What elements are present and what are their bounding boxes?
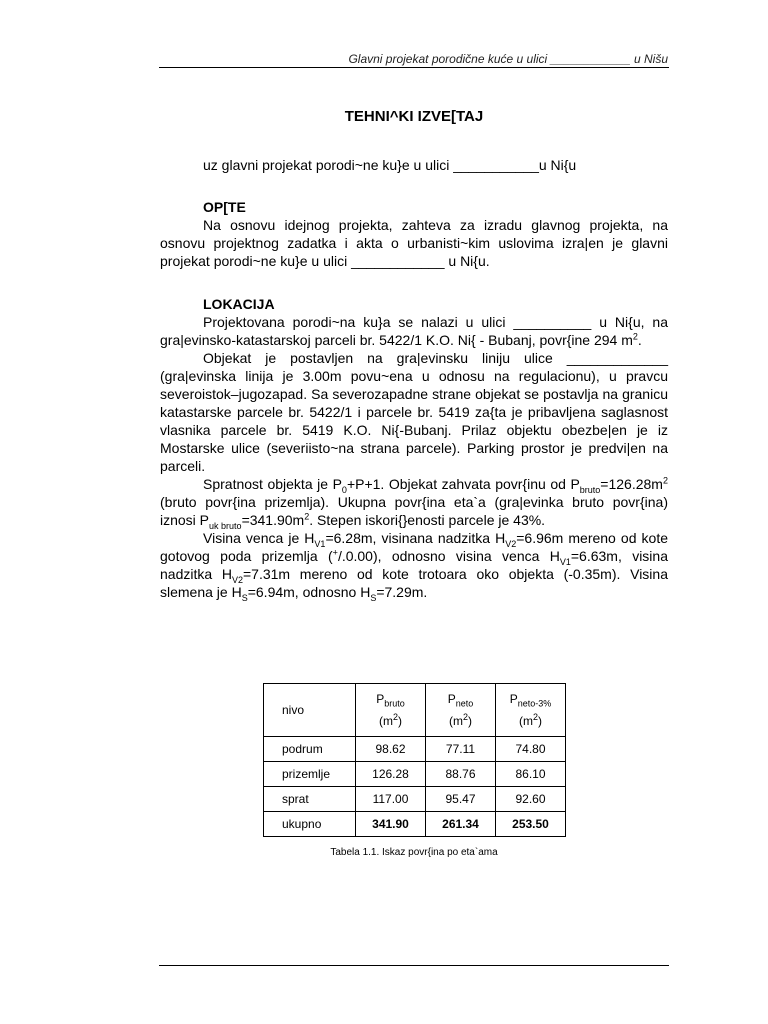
cell-bruto: 341.90 xyxy=(356,812,426,837)
section-heading-lokacija: LOKACIJA xyxy=(203,296,275,312)
table-header-row xyxy=(264,684,566,737)
intro-line: uz glavni projekat porodi~ne ku}e u ulici ___________u Ni{u xyxy=(203,157,577,173)
table-caption: Tabela 1.1. Iskaz povr{ina po eta`ama xyxy=(330,847,498,858)
row-label: ukupno xyxy=(264,812,356,837)
lokacija-paragraph-3: Spratnost objekta je $P_0+P+1$. Objekat zahvata povr{inu od $P_{bruto}=126.28m^2$ (bruto povr{ina prizemlja). Ukupna povr{ina eta`a (gra|evinka bruto povr{ina) iznosi $P_{uk bruto}=341.90m^2$. Stepen iskori{}enosti parcele je 43%. xyxy=(160,475,668,531)
cell-neto: 77.11 xyxy=(426,737,496,762)
lokacija-paragraph-4: Visina venca je $H_{V1}=6.28m$, visinana nadzitka $H_{V2}=6.96m$ mereno od kote gotovog poda prizemlja (+/.0.00), odnosno visina venca $H_{V1}=6.63m$, visina nadzitka $H_{V2}=7.31m$ mereno od kote trotoara oko objekta (-0.35m). Visina slemena je $H_S=6.94m$, odnosno $H_S=7.29m$. xyxy=(160,530,668,603)
row-label: sprat xyxy=(264,787,356,812)
header-bruto: $P_{bruto}$ $(m^2)$ xyxy=(356,684,426,737)
row-label: prizemlje xyxy=(264,762,356,787)
area-table-container xyxy=(263,683,566,837)
cell-bruto: 126.28 xyxy=(356,762,426,787)
cell-bruto: 98.62 xyxy=(356,737,426,762)
cell-neto: 95.47 xyxy=(426,787,496,812)
document-title: TEHNI^KI IZVE[TAJ xyxy=(344,108,484,125)
cell-neto-3: 253.50 xyxy=(496,812,566,837)
opste-paragraph: Na osnovu idejnog projekta, zahteva za izradu glavnog projekta, na osnovu projektnog zadatka i akta o urbanisti~kim uslovima izra|en je glavni projekat porodi~ne ku}e u ulici ____________ u Ni{u. xyxy=(160,217,668,269)
row-label: podrum xyxy=(264,737,356,762)
header-neto: $P_{neto}$ $(m^2)$ xyxy=(426,684,496,737)
cell-neto: 88.76 xyxy=(426,762,496,787)
cell-neto-3: 92.60 xyxy=(496,787,566,812)
lokacija-paragraph-1: Projektovana porodi~na ku}a se nalazi u ulici __________ u Ni{u, na gra|evinsko-katastarskoj parceli br. 5422/1 K.O. Ni{ - Bubanj, povr{ine 294 $m^2$. xyxy=(160,314,668,348)
area-table xyxy=(263,683,566,837)
table-row xyxy=(264,787,566,812)
header-neto-3: $P_{neto-3\%}$ $(m^2)$ xyxy=(496,684,566,737)
header-rule xyxy=(159,67,669,68)
page-header: Glavni projekat porodične kuće u ulici ____________ u Nišu xyxy=(348,52,668,66)
header-nivo: nivo xyxy=(264,684,356,737)
cell-bruto: 117.00 xyxy=(356,787,426,812)
document-body xyxy=(160,108,668,601)
table-row xyxy=(264,737,566,762)
cell-neto: 261.34 xyxy=(426,812,496,837)
lokacija-paragraph-2: Objekat je postavljen na gra|evinsku liniju ulice _____________ (gra|evinska linija je 3.00m povu~ena u odnosu na regulacionu), u pravcu severoistok–jugozapad. Sa severozapadne strane objekat se postavlja na granicu katastarske parcele br. 5422/1 i parcele br. 5419 za{ta je pribavljena saglasnost vlasnika parcele br. 5419 K.O. Ni{-Bubanj. Prilaz objektu obezbe|en je iz Mostarske ulice (severiisto~na strana parcele). Parking prostor je predvi|en na parceli. xyxy=(160,350,668,474)
table-row-total xyxy=(264,812,566,837)
cell-neto-3: 74.80 xyxy=(496,737,566,762)
section-heading-opste: OP[TE xyxy=(203,199,246,215)
footer-rule xyxy=(159,965,669,966)
table-row xyxy=(264,762,566,787)
cell-neto-3: 86.10 xyxy=(496,762,566,787)
